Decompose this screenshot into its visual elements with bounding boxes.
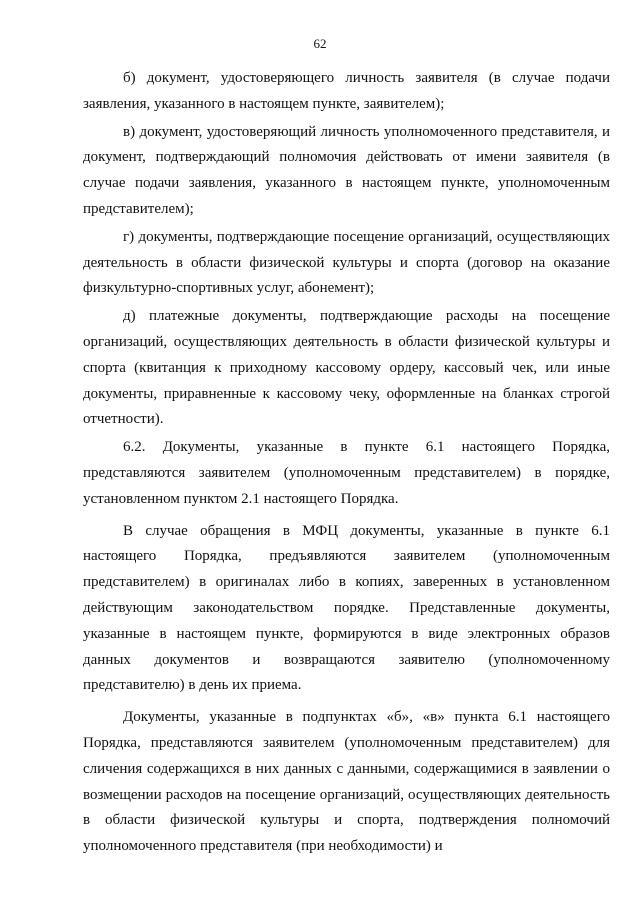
paragraph-item-v: в) документ, удостоверяющий личность уполномоченного представителя, и документ, подтверждающий полномочия действовать от имени заявителя (в случае подачи заявления, указанного в настоящем пункте, уполномоченным представителем); (83, 123, 610, 217)
paragraph-6-2: 6.2. Документы, указанные в пункте 6.1 настоящего Порядка, представляются заявителем (уполномоченным представителем) в порядке, установленном пунктом 2.1 настоящего Порядка. (83, 439, 610, 507)
document-body (83, 66, 610, 860)
paragraph-documents-verification: Документы, указанные в подпунктах «б», «в» пункта 6.1 настоящего Порядка, представляются заявителем (уполномоченным представителем) для сличения содержащихся в них данных с данными, содержащимися в заявлении о возмещении расходов на посещение организаций, осуществляющих деятельность в области физической культуры и спорта, подтверждения полномочий уполномоченного представителя (при необходимости) и (83, 709, 610, 855)
paragraph-mfc-submission: В случае обращения в МФЦ документы, указанные в пункте 6.1 настоящего Порядка, предъявляются заявителем (уполномоченным представителем) в оригиналах либо в копиях, заверенных в установленном действующим законодательством порядке. Представленные документы, указанные в настоящем пункте, формируются в виде электронных образов данных документов и возвращаются заявителю (уполномоченному представителю) в день их приема. (83, 522, 610, 694)
paragraph-item-d: д) платежные документы, подтверждающие расходы на посещение организаций, осуществляющих деятельность в области физической культуры и спорта (квитанция к приходному кассовому ордеру, кассовый чек, или иные документы, приравненные к кассовому чеку, оформленные на бланках строгой отчетности). (83, 308, 610, 428)
page-number: 62 (313, 36, 327, 51)
paragraph-item-b: б) документ, удостоверяющего личность заявителя (в случае подачи заявления, указанного в настоящем пункте, заявителем); (83, 70, 610, 112)
paragraph-item-g: г) документы, подтверждающие посещение организаций, осуществляющих деятельность в области физической культуры и спорта (договор на оказание физкультурно-спортивных услуг, абонемент); (83, 228, 610, 297)
